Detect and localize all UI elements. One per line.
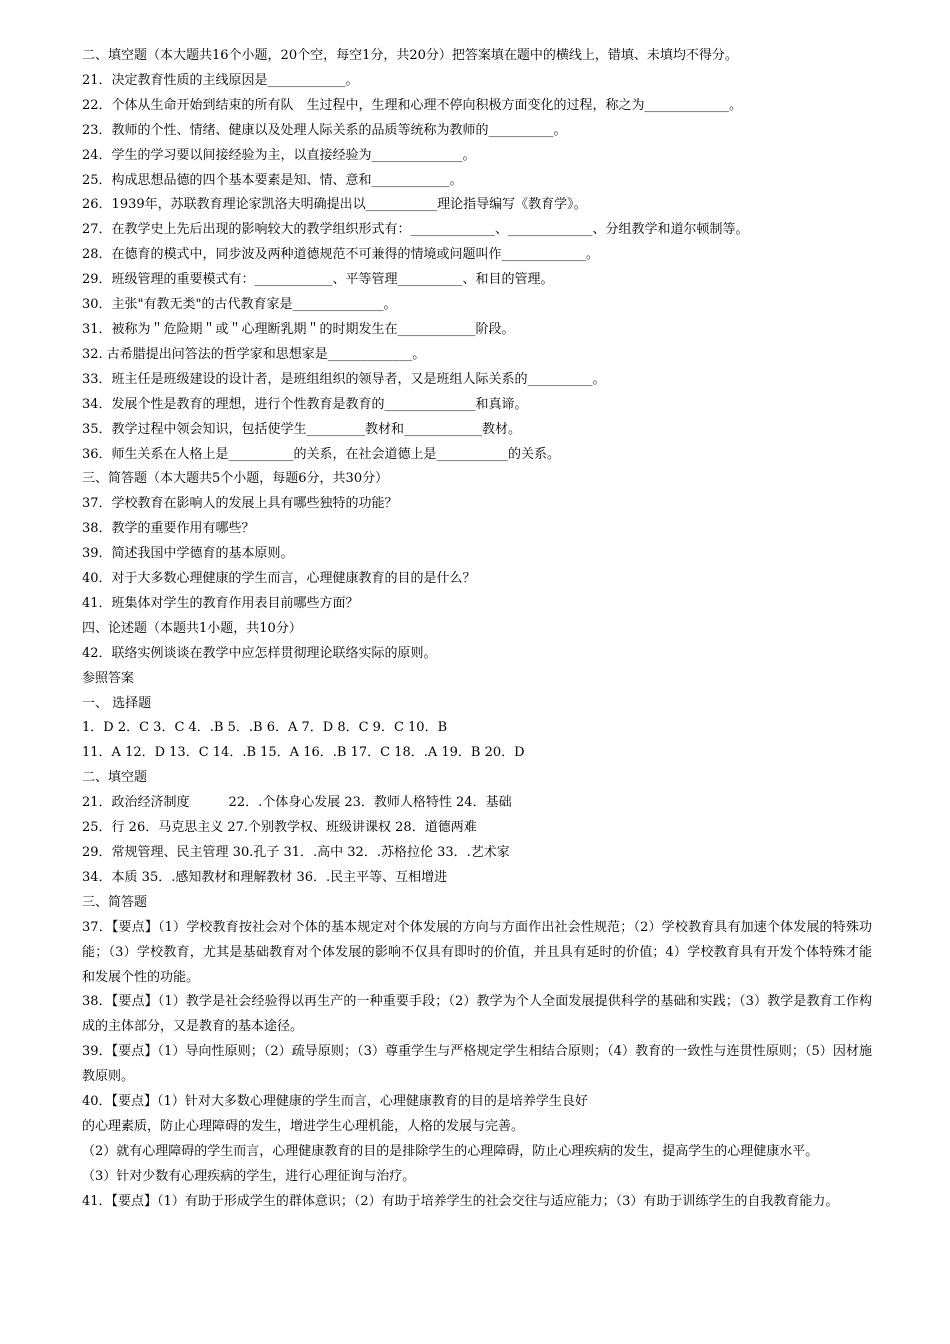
section-heading-fill-in: 二、填空题（本大题共16个小题，20个空，每空1分，共20分）把答案填在题中的横线上，错填、未填均不得分。 [82,48,738,63]
answer-37: 37．【要点】（1）学校教育按社会对个体的基本规定对个体发展的方向与方面作出社会性规范；（2）学校教育具有加速个体发展的特殊功能；（3）学校教育，尤其是基础教育对个体发展的影响不仅具有即时的价值，并且具有延时的价值；4）学校教育具有开发个体特殊才能和发展个性的功能。 [82,919,872,985]
answer-40-part-3: （2）就有心理障碍的学生而言，心理健康教育的目的是排除学生的心理障碍，防止心理疾病的发生，提高学生的心理健康水平。 [82,1143,819,1159]
question-39: 39．简述我国中学德育的基本原则。 [82,546,294,562]
question-40: 40．对于大多数心理健康的学生而言，心理健康教育的目的是什么？ [82,571,476,587]
question-34: 34．发展个性是教育的理想，进行个性教育是教育的______________和真谛。 [82,396,528,412]
question-37: 37．学校教育在影响人的发展上具有哪些独特的功能？ [82,496,398,512]
answers-short-heading: 三、简答题 [82,894,148,910]
answer-40-part-4: （3）针对少数有心理疾病的学生，进行心理征询与治疗。 [82,1168,416,1184]
question-41: 41．班集体对学生的教育作用表目前哪些方面？ [82,595,359,611]
answers-choice-row-2: 11．A 12．D 13．C 14．.B 15．A 16．.B 17．C 18．.A 19．B 20．D [82,745,525,761]
question-38: 38．教学的重要作用有哪些？ [82,521,255,537]
answer-39: 39．【要点】（1）导向性原则；（2）疏导原则；（3）尊重学生与严格规定学生相结合原则；（4）教育的一致性与连贯性原则；（5）因材施教原则。 [82,1044,872,1085]
question-42: 42．联络实例谈谈在教学中应怎样贯彻理论联络实际的原则。 [82,645,437,661]
question-29: 29．班级管理的重要模式有：____________、平等管理__________、和目的管理。 [82,272,554,288]
answers-choice-heading: 一、 选择题 [82,695,152,711]
section-heading-essay: 四、论述题（本题共1小题，共10分） [82,620,302,636]
question-21: 21．决定教育性质的主线原因是____________。 [82,72,359,88]
question-22: 22．个体从生命开始到结束的所有队 生过程中，生理和心理不停向积极方面变化的过程，称之为_____________。 [82,97,743,113]
question-35: 35．教学过程中领会知识，包括使学生_________教材和____________教材。 [82,421,522,437]
answers-heading: 参照答案 [82,670,135,686]
question-24: 24．学生的学习要以间接经验为主，以直接经验为______________。 [82,147,476,163]
answer-38: 38．【要点】（1）教学是社会经验得以再生产的一种重要手段；（2）教学为个人全面发展提供科学的基础和实践；（3）教学是教育工作构成的主体部分，又是教育的基本途径。 [82,994,872,1035]
question-28: 28．在德育的模式中，同步波及两种道德规范不可兼得的情境或问题叫作_____________。 [82,247,600,263]
question-31: 31．被称为＂危险期＂或＂心理断乳期＂的时期发生在____________阶段。 [82,321,515,337]
question-23: 23．教师的个性、情绪、健康以及处理人际关系的品质等统称为教师的__________。 [82,122,567,138]
answers-choice-row-1: 1．D 2．C 3．C 4．.B 5．.B 6．A 7．D 8．C 9．C 10．B [82,720,448,736]
answer-40-part-2: 的心理素质，防止心理障碍的发生，增进学生心理机能，人格的发展与完善。 [82,1118,525,1134]
section-heading-short-answer: 三、简答题（本大题共5个小题，每题6分，共30分） [82,471,389,487]
answer-40-part-1: 40．【要点】（1）针对大多数心理健康的学生而言，心理健康教育的目的是培养学生良好 [82,1094,588,1110]
document-page [82,44,872,1215]
answers-fill-row-4: 34．本质 35．.感知教材和理解教材 36．.民主平等、互相增进 [82,869,448,885]
answers-fill-row-2: 25．行 26．马克思主义 27.个别教学权、班级讲课权 28．道德两难 [82,820,477,836]
question-33: 33．班主任是班级建设的设计者，是班组组织的领导者，又是班组人际关系的__________。 [82,371,606,387]
question-36: 36．师生关系在人格上是__________的关系，在社会道德上是___________的关系。 [82,446,561,462]
question-32: 32. 古希腊提出问答法的哲学家和思想家是_____________。 [82,346,426,362]
answers-fill-row-1: 21．政治经济制度 22．.个体身心发展 23．教师人格特性 24．基础 [82,795,512,811]
question-27: 27．在教学史上先后出现的影响较大的教学组织形式有：_____________、_____________、分组教学和道尔顿制等。 [82,222,749,238]
question-30: 30．主张"有教无类"的古代教育家是______________。 [82,297,397,313]
answer-41: 41．【要点】（1）有助于形成学生的群体意识；（2）有助于培养学生的社会交往与适应能力；（3）有助于训练学生的自我教育能力。 [82,1193,839,1209]
answers-fill-row-3: 29．常规管理、民主管理 30.孔子 31．.高中 32．.苏格拉伦 33．.艺术家 [82,845,510,860]
question-26: 26．1939年，苏联教育理论家凯洛夫明确提出以___________理论指导编写《教育学》。 [82,197,587,213]
answers-fill-heading: 二、填空题 [82,770,148,786]
question-25: 25．构成思想品德的四个基本要素是知、情、意和____________。 [82,172,463,188]
